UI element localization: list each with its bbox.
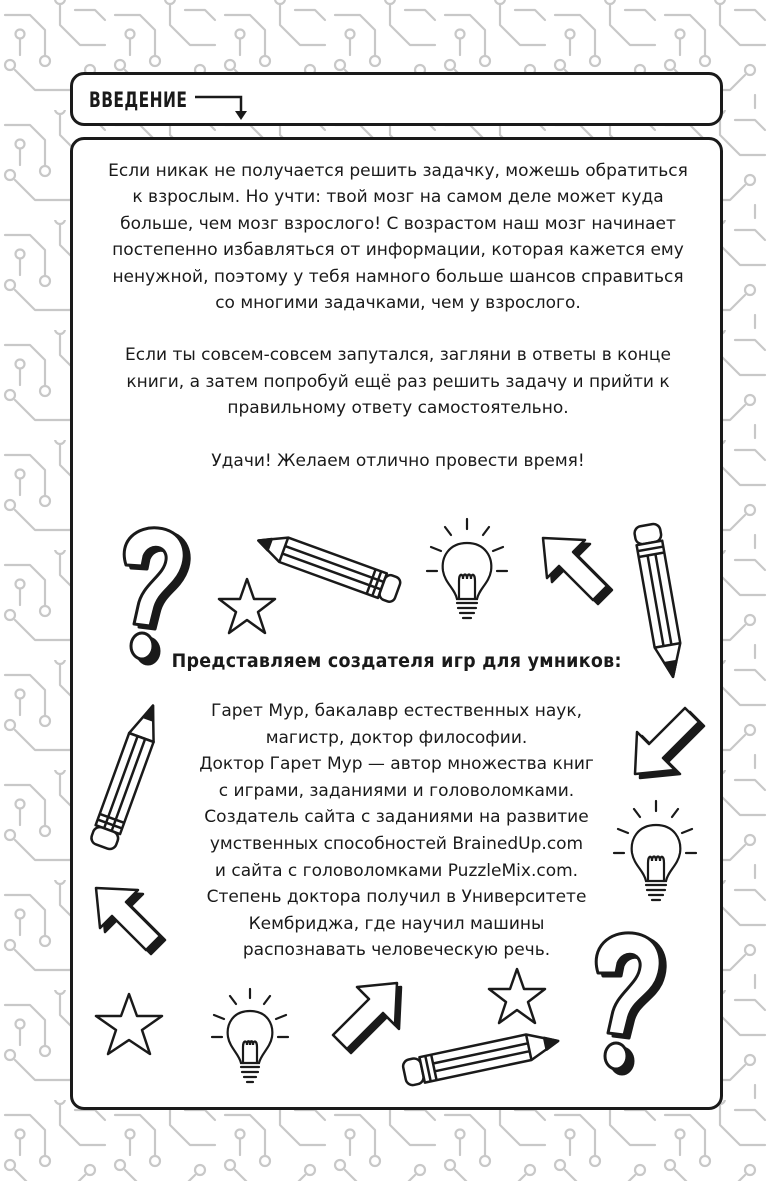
bio-line: Создатель сайта с заданиями на развитие bbox=[204, 807, 589, 828]
good-luck-text: Удачи! Желаем отлично провести время! bbox=[211, 450, 585, 471]
arrow-icon bbox=[535, 530, 615, 610]
section-header bbox=[70, 72, 723, 126]
lightbulb-icon bbox=[600, 795, 710, 915]
question-mark-icon bbox=[580, 925, 670, 1080]
bio-line: Степень доктора получил в Университете bbox=[206, 887, 587, 908]
arrow-down-icon bbox=[193, 89, 253, 123]
bio-line: Гарет Мур, бакалавр естественных наук, bbox=[210, 701, 583, 721]
pencil-icon bbox=[82, 695, 172, 860]
arrow-icon bbox=[325, 975, 405, 1055]
intro-text bbox=[103, 158, 693, 500]
intro-paragraph: Если никак не получается решить задачку, можешь обратиться к взрослым. Но учти: твой мозг на самом деле может куда больше, чем мозг взрослого! С возрастом наш мозг начинает постепенно избавляться от информации, которая кажется ему ненужной, поэтому у тебя намного больше шансов справиться со многими задачками, чем у взрослого. bbox=[108, 161, 688, 314]
lightbulb-icon bbox=[415, 515, 520, 630]
pencil-icon bbox=[395, 1020, 570, 1095]
star-icon bbox=[215, 575, 280, 640]
section-title: ВВЕДЕНИЕ bbox=[89, 88, 188, 112]
question-mark-icon bbox=[108, 520, 193, 670]
bio-line: и сайта с головоломками PuzzleMix.com. bbox=[214, 860, 579, 881]
creator-bio bbox=[173, 698, 620, 964]
intro-paragraph: Если ты совсем-совсем запутался, загляни в ответы в конце книги, а затем попробуй ещё раз решить задачу и прийти к правильному ответу самостоятельно. bbox=[125, 345, 671, 419]
lightbulb-icon bbox=[200, 985, 300, 1095]
star-icon bbox=[92, 990, 167, 1060]
bio-line: распознавать человеческую речь. bbox=[242, 940, 551, 961]
bio-line: с играми, заданиями и головоломками. bbox=[218, 780, 575, 801]
arrow-icon bbox=[625, 700, 710, 785]
creator-heading: Представляем создателя игр для умников: bbox=[171, 650, 622, 672]
arrow-icon bbox=[88, 880, 168, 960]
pencil-icon bbox=[620, 518, 700, 688]
bio-line: умственных способностей BrainedUp.com bbox=[209, 833, 584, 854]
bio-line: магистр, доктор философии. bbox=[265, 727, 528, 748]
bio-line: Доктор Гарет Мур — автор множества книг bbox=[199, 754, 594, 775]
bio-line: Кембриджа, где научил машины bbox=[248, 913, 545, 934]
